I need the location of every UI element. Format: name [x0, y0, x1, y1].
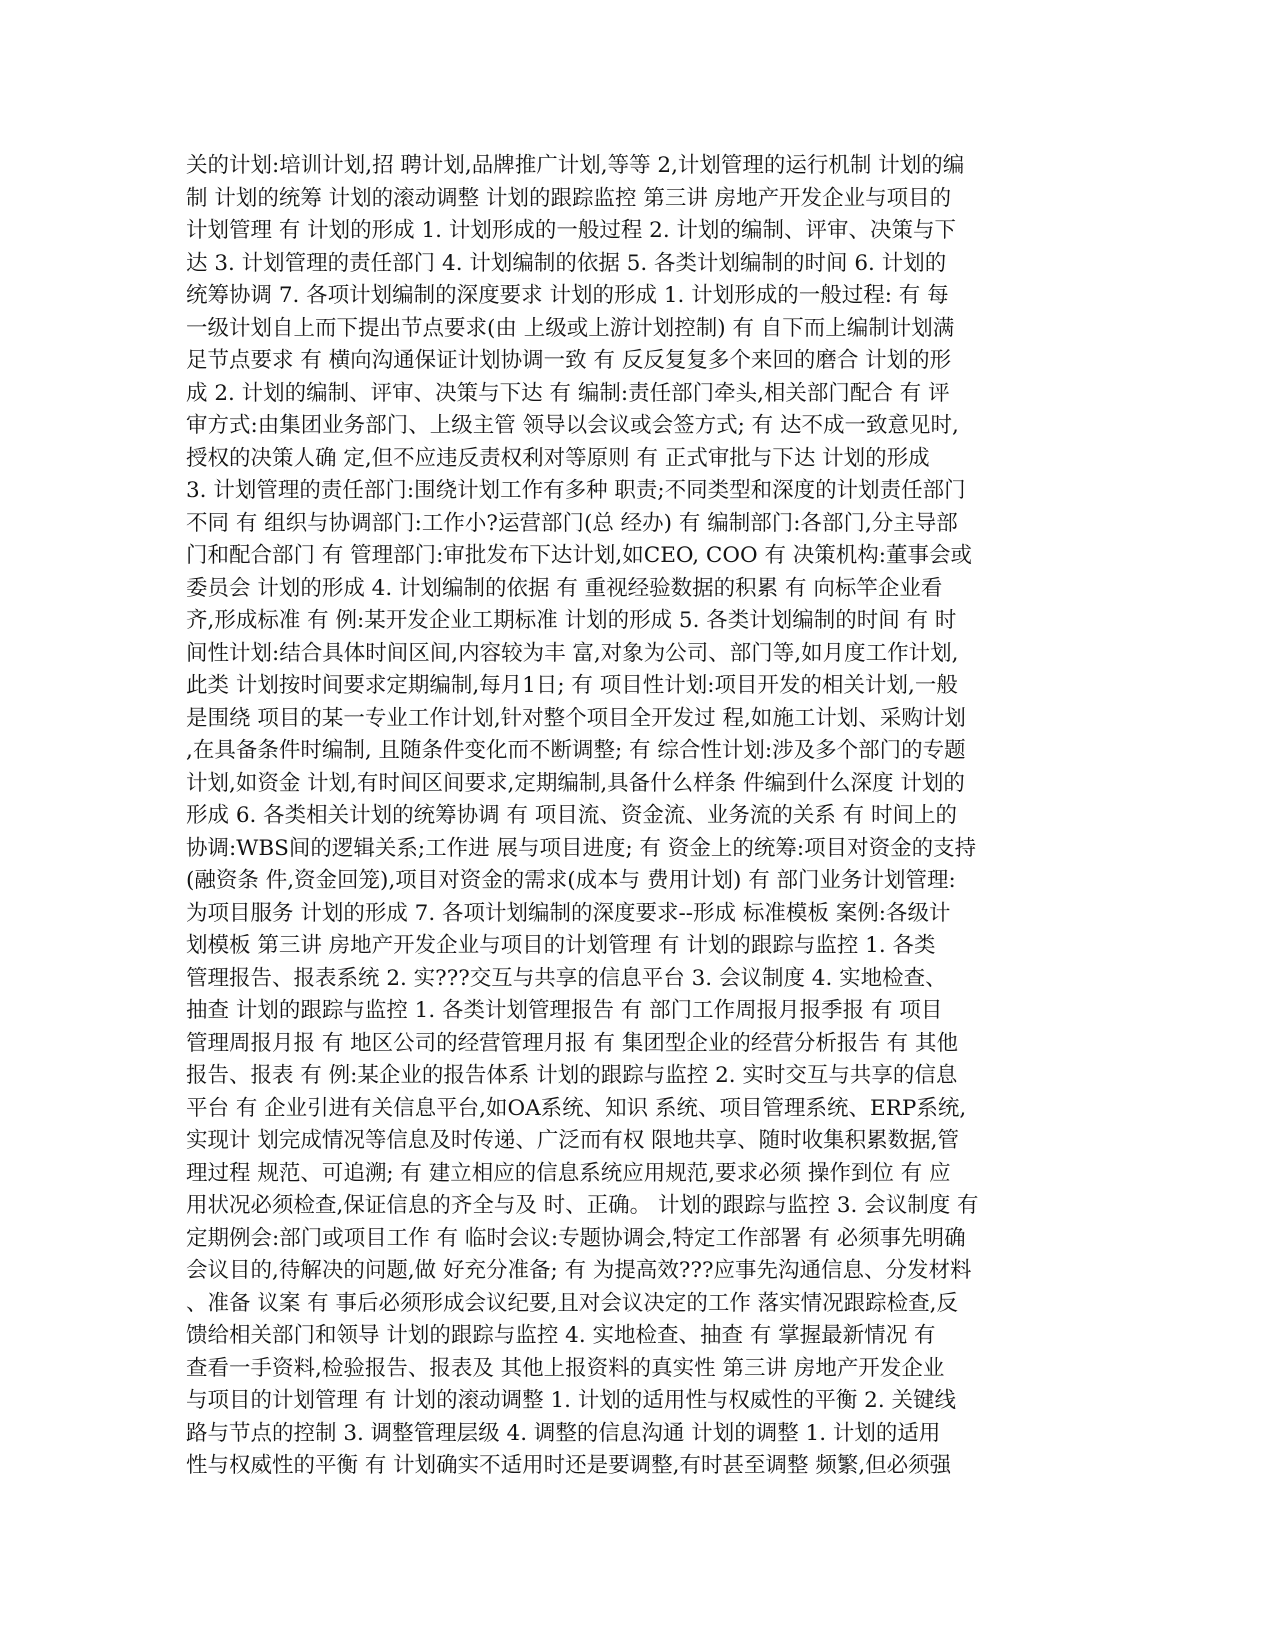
text-line: 3. 计划管理的责任部门:围绕计划工作有多种 职责;不同类型和深度的计划责任部门	[186, 478, 966, 503]
text-line: 路与节点的控制 3. 调整管理层级 4. 调整的信息沟通 计划的调整 1. 计划的适用	[186, 1420, 941, 1446]
text-line: 一级计划自上而下提出节点要求(由 上级或上游计划控制) 有 自下而上编制计划满	[186, 315, 955, 341]
text-line: 理过程 规范、可追溯; 有 建立相应的信息系统应用规范,要求必须 操作到位 有 应	[186, 1160, 951, 1186]
body-text	[186, 150, 1086, 1483]
text-line: ,在具备条件时编制, 且随条件变化而不断调整; 有 综合性计划:涉及多个部门的专题	[186, 738, 966, 763]
text-line: 计划,如资金 计划,有时间区间要求,定期编制,具备什么样条 件编到什么深度 计划的	[186, 770, 965, 796]
text-line: 齐,形成标准 有 例:某开发企业工期标准 计划的形成 5. 各类计划编制的时间 有 时	[186, 608, 957, 633]
text-line: 管理周报月报 有 地区公司的经营管理月报 有 集团型企业的经营分析报告 有 其他	[186, 1030, 959, 1056]
text-line: 是围绕 项目的某一专业工作计划,针对整个项目全开发过 程,如施工计划、采购计划	[186, 705, 966, 731]
text-line: 授权的决策人确 定,但不应违反责权利对等原则 有 正式审批与下达 计划的形成	[186, 445, 930, 471]
text-line: 成 2. 计划的编制、评审、决策与下达 有 编制:责任部门牵头,相关部门配合 有 评	[186, 380, 950, 406]
text-line: 用状况必须检查,保证信息的齐全与及 时、正确。 计划的跟踪与监控 3. 会议制度 有	[186, 1193, 979, 1218]
text-line: 划模板 第三讲 房地产开发企业与项目的计划管理 有 计划的跟踪与监控 1. 各类	[186, 933, 936, 958]
text-line: 关的计划:培训计划,招 聘计划,品牌推广计划,等等 2,计划管理的运行机制 计划的编	[186, 153, 965, 178]
text-line: 此类 计划按时间要求定期编制,每月1日; 有 项目性计划:项目开发的相关计划,一般	[186, 673, 958, 698]
text-line: 报告、报表 有 例:某企业的报告体系 计划的跟踪与监控 2. 实时交互与共享的信息	[186, 1063, 958, 1088]
text-line: 不同 有 组织与协调部门:工作小?运营部门(总 经办) 有 编制部门:各部门,分主导部	[186, 510, 958, 536]
text-line: 委员会 计划的形成 4. 计划编制的依据 有 重视经验数据的积累 有 向标竿企业看	[186, 575, 943, 601]
text-line: 平台 有 企业引进有关信息平台,如OA系统、知识 系统、项目管理系统、ERP系统,	[186, 1095, 967, 1121]
text-line: 统筹协调 7. 各项计划编制的深度要求 计划的形成 1. 计划形成的一般过程: 有 每	[186, 283, 949, 308]
text-line: 会议目的,待解决的问题,做 好充分准备; 有 为提高效???应事先沟通信息、分发材料	[186, 1258, 972, 1283]
text-line: 与项目的计划管理 有 计划的滚动调整 1. 计划的适用性与权威性的平衡 2. 关键线	[186, 1388, 957, 1413]
text-line: 馈给相关部门和领导 计划的跟踪与监控 4. 实地检查、抽查 有 掌握最新情况 有	[186, 1323, 936, 1348]
text-line: 间性计划:结合具体时间区间,内容较为丰 富,对象为公司、部门等,如月度工作计划,	[186, 640, 959, 666]
text-line: 查看一手资料,检验报告、报表及 其他上报资料的真实性 第三讲 房地产开发企业	[186, 1355, 945, 1381]
text-line: (融资条 件,资金回笼),项目对资金的需求(成本与 费用计划) 有 部门业务计划管理:	[186, 868, 956, 893]
text-line: 达 3. 计划管理的责任部门 4. 计划编制的依据 5. 各类计划编制的时间 6. 计划的	[186, 250, 947, 276]
text-line: 审方式:由集团业务部门、上级主管 领导以会议或会签方式; 有 达不成一致意见时,	[186, 413, 959, 438]
text-line: 门和配合部门 有 管理部门:审批发布下达计划,如CEO, COO 有 决策机构:董事会或	[186, 543, 973, 568]
text-line: 、准备 议案 有 事后必须形成会议纪要,且对会议决定的工作 落实情况跟踪检查,反	[186, 1290, 959, 1316]
text-line: 抽查 计划的跟踪与监控 1. 各类计划管理报告 有 部门工作周报月报季报 有 项目	[186, 998, 943, 1023]
text-line: 形成 6. 各类相关计划的统筹协调 有 项目流、资金流、业务流的关系 有 时间上的	[186, 803, 958, 828]
text-line: 为项目服务 计划的形成 7. 各项计划编制的深度要求--形成 标准模板 案例:各级计	[186, 900, 951, 926]
text-line: 协调:WBS间的逻辑关系;工作进 展与项目进度; 有 资金上的统筹:项目对资金的支持	[186, 835, 977, 861]
text-line: 制 计划的统筹 计划的滚动调整 计划的跟踪监控 第三讲 房地产开发企业与项目的	[186, 185, 952, 211]
text-line: 定期例会:部门或项目工作 有 临时会议:专题协调会,特定工作部署 有 必须事先明确	[186, 1225, 966, 1251]
text-line: 性与权威性的平衡 有 计划确实不适用时还是要调整,有时甚至调整 频繁,但必须强	[186, 1453, 952, 1478]
text-line: 足节点要求 有 横向沟通保证计划协调一致 有 反反复复多个来回的磨合 计划的形	[186, 348, 952, 373]
text-line: 管理报告、报表系统 2. 实???交互与共享的信息平台 3. 会议制度 4. 实地检查、	[186, 965, 947, 991]
text-line: 实现计 划完成情况等信息及时传递、广泛而有权 限地共享、随时收集积累数据,管	[186, 1128, 960, 1153]
text-line: 计划管理 有 计划的形成 1. 计划形成的一般过程 2. 计划的编制、评审、决策与下	[186, 218, 957, 243]
